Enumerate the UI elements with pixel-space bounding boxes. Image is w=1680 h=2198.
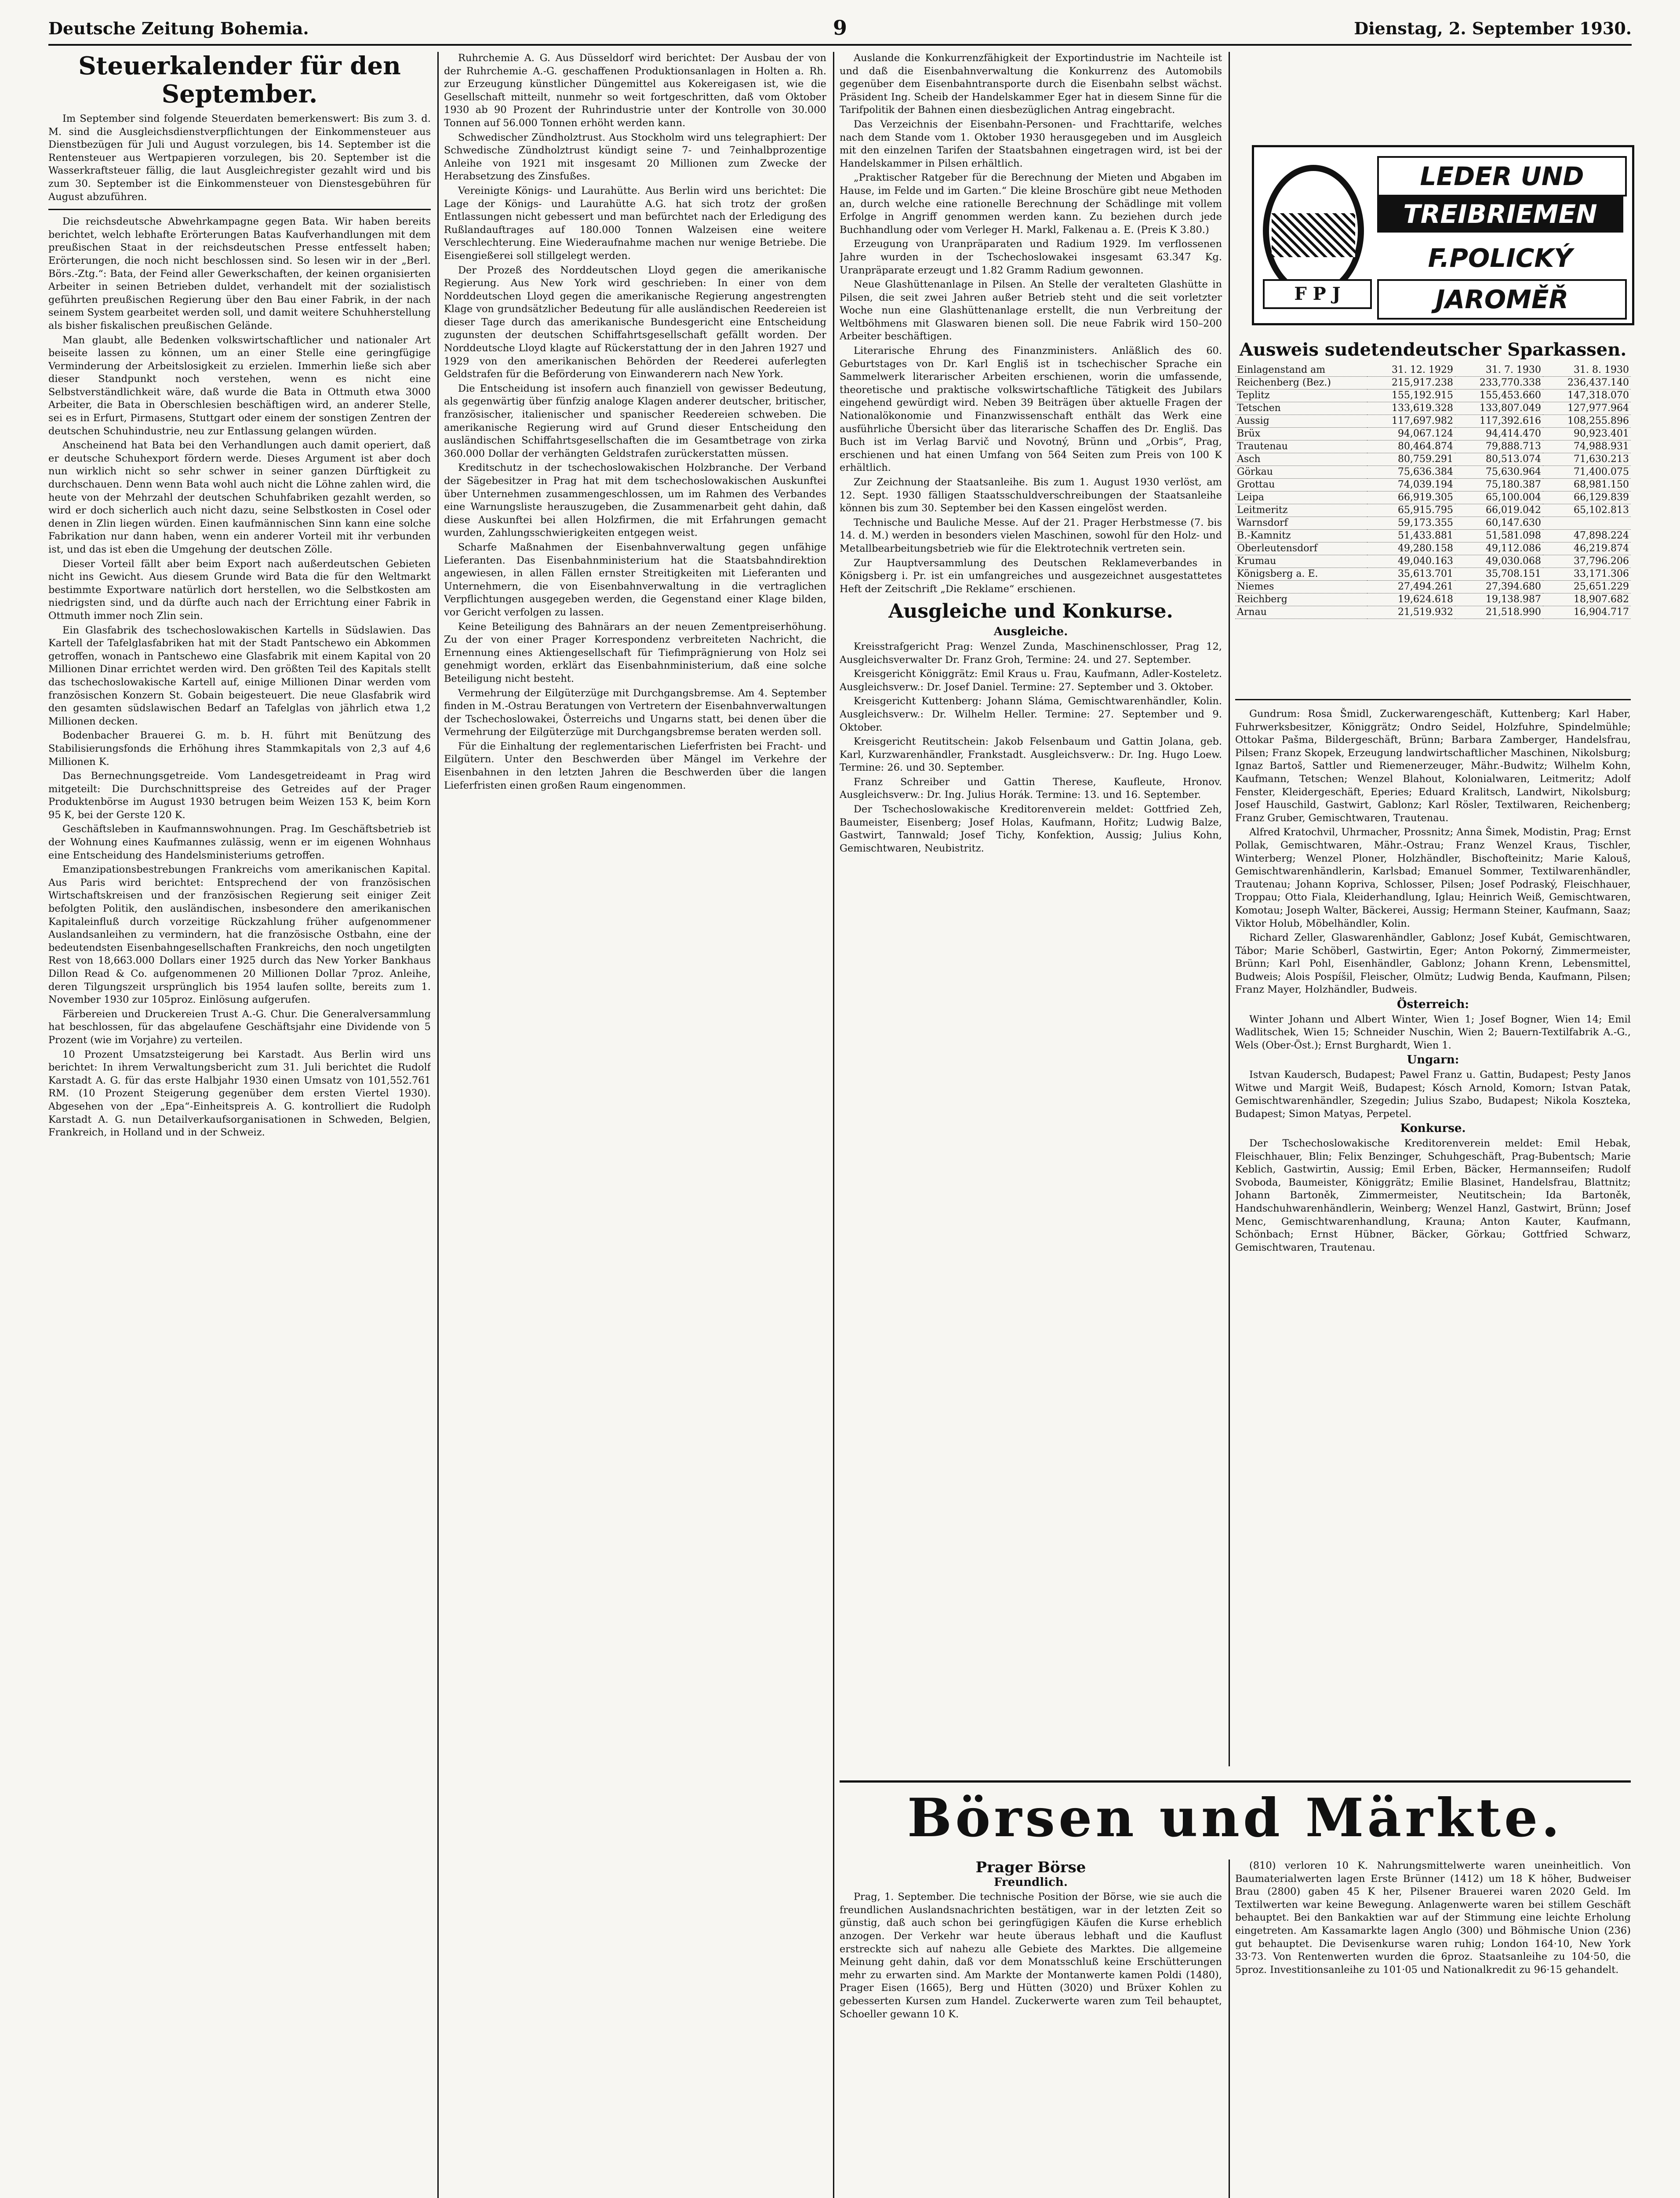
article-paragraph: Istvan Kaudersch, Budapest; Pawel Franz u. Gattin, Budapest; Pesty Janos Witwe und Margit Weiß, Budapest; Kósch Arnold, Komorn; Istvan Patak, Gemischtwarenhändler, Szegedin; Julius Szabo, Budapest; Nikola Koszteka, Budapest; Simon Matyas, Perpetel. xyxy=(1235,1069,1631,1120)
savings-amount: 16,904.717 xyxy=(1543,606,1631,619)
article-paragraph: Der Tschechoslowakische Kreditorenverein meldet: Emil Hebak, Fleischhauer, Blin; Felix Benzinger, Schuhgeschäft, Prag-Bubentsch; Marie Keblich, Gastwirtin, Aussig; Emil Erben, Bäcker, Hermannseifen; Rudolf Svoboda, Baumeister, Königgrätz; Emilie Blasinet, Handelsfrau, Blattnitz; Johann Bartoněk, Zimmermeister, Neutitschein; Ida Bartoněk, Handschuhwarenhändlerin, Weinberg; Wenzel Hanzl, Gastwirt, Brünn; Josef Menc, Gemischtwarenhandlung, Krauna; Anton Kauter, Kaufmann, Schönbach; Ernst Hübner, Bäcker, Görkau; Gottfried Schwarz, Gemischtwaren, Trautenau. xyxy=(1235,1138,1631,1253)
article-paragraph: Emanzipationsbestrebungen Frankreichs vom amerikanischen Kapital. Aus Paris wird berichtet: Entsprechend der von französischen Wirtschaftskreisen und der französischen Regierung seit einiger Zeit befolgten Politik, den ausländischen, insbesondere den amerikanischen Kapitaleinfluß durch vorzeitige Rückzahlung früher aufgenommener Auslandsanleihen zu vermindern, hat die französische Ostbahn, eine der bedeutendsten Eisenbahngesellschaften Frankreichs, den noch ungetilgten Rest von 18,663.000 Dollars einer 1925 durch das New Yorker Bankhaus Dillon Read & Co. aufgenommenen 20 Millionen Dollar 7proz. Anleihe, deren Tilgungszeit ursprünglich bis 1954 laufen sollte, bereits zum 1. November 1930 zur 105proz. Einlösung aufgerufen. xyxy=(48,864,431,1006)
savings-amount: 66,019.042 xyxy=(1455,504,1543,517)
savings-bank-name: Königsberg a. E. xyxy=(1235,568,1367,581)
savings-amount: 133,807.049 xyxy=(1455,402,1543,415)
savings-bank-name: B.-Kamnitz xyxy=(1235,530,1367,542)
savings-bank-name: Krumau xyxy=(1235,555,1367,568)
savings-amount: 21,518.990 xyxy=(1455,606,1543,619)
savings-amount xyxy=(1543,517,1631,530)
article-paragraph: Bodenbacher Brauerei G. m. b. H. führt mit Benützung des Stabilisierungsfonds die Erhöhung ihres Stammkapitals von 2,3 auf 4,6 Millionen K. xyxy=(48,730,431,768)
article-paragraph: Richard Zeller, Glaswarenhändler, Gablonz; Josef Kubát, Gemischtwaren, Tábor; Marie Schöberl, Gastwirtin, Eger; Anton Pokorný, Zimmermeister, Brünn; Karl Pohl, Eisenhändler, Gablonz; Johann Krenn, Lebensmittel, Budweis; Alois Pospíšil, Fleischer, Olmütz; Ludwig Benda, Kaufmann, Pilsen; Franz Mayer, Holzhändler, Budweis. xyxy=(1235,932,1631,996)
section-rule xyxy=(1235,699,1631,700)
savings-amount: 74,039.194 xyxy=(1367,479,1455,491)
savings-bank-name: Arnau xyxy=(1235,606,1367,619)
savings-bank-name: Brüx xyxy=(1235,428,1367,440)
article-paragraph: Technische und Bauliche Messe. Auf der 21. Prager Herbstmesse (7. bis 14. d. M.) werden in besonders vielen Maschinen, sowohl für den Holz- und Metallbearbeitungsbetrieb wie für die Elektrotechnik vertreten sein. xyxy=(840,517,1222,554)
savings-amount: 66,129.839 xyxy=(1543,491,1631,504)
savings-amount: 71,400.075 xyxy=(1543,466,1631,479)
savings-table-body xyxy=(1235,377,1631,619)
savings-bank-name: Warnsdorf xyxy=(1235,517,1367,530)
savings-amount: 94,414.470 xyxy=(1455,428,1543,440)
article-paragraph: Literarische Ehrung des Finanzministers. Anläßlich des 60. Geburtstages von Dr. Karl Engliš ist in tschechischer Sprache ein Sammelwerk literarischer Arbeiten erschienen, worin die umfassende, theoretische und praktische volkswirtschaftliche Tätigkeit des Jubilars eingehend gewürdigt wird. Neben 39 Beiträgen über aktuelle Fragen der Nationalökonomie und Finanzwissenschaft enthält das Werk eine ausführliche Übersicht über das literarische Schaffen des Dr. Engliš. Das Buch ist im Verlag Barvič und Novotný, Brünn und „Orbis“, Prag, erschienen und hat einen Umfang von 564 Seiten zum Preis von 100 K erhältlich. xyxy=(840,345,1222,474)
savings-amount: 51,433.881 xyxy=(1367,530,1455,542)
ad-line: TREIBRIEMEN xyxy=(1377,196,1623,233)
issue-date: Dienstag, 2. September 1930. xyxy=(1354,18,1632,38)
savings-bank-name: Leipa xyxy=(1235,491,1367,504)
belt-pattern-icon xyxy=(1272,213,1355,257)
table-row xyxy=(1235,440,1631,453)
savings-amount: 75,180.387 xyxy=(1455,479,1543,491)
article-paragraph: Keine Beteiligung des Bahnärars an der neuen Zementpreiserhöhung. Zu der von einer Prager Korrespondenz verbreiteten Nachricht, die Ernennung eines Aktiengesellschaft für Tiefimprägnierung von Holz sei genehmigt worden, erklärt das Eisenbahnministerium, daß eine solche Beteiligung nicht besteht. xyxy=(444,621,826,684)
savings-amount: 65,100.004 xyxy=(1455,491,1543,504)
table-row xyxy=(1235,568,1631,581)
savings-amount: 74,988.931 xyxy=(1543,440,1631,453)
savings-amount: 75,636.384 xyxy=(1367,466,1455,479)
column-4 xyxy=(1235,708,1631,1772)
table-row xyxy=(1235,491,1631,504)
table-row xyxy=(1235,402,1631,415)
savings-amount: 236,437.140 xyxy=(1543,377,1631,389)
savings-amount: 49,030.068 xyxy=(1455,555,1543,568)
article-paragraph: Färbereien und Druckereien Trust A.-G. Chur. Die Generalversammlung hat beschlossen, für das abgelaufene Geschäftsjahr eine Dividende von 5 Prozent (wie im Vorjahre) zu verteilen. xyxy=(48,1008,431,1046)
savings-amount: 21,519.932 xyxy=(1367,606,1455,619)
market-mood: Freundlich. xyxy=(994,1875,1068,1889)
savings-amount: 80,759.291 xyxy=(1367,453,1455,466)
boerse-column-b xyxy=(1235,1860,1631,2198)
savings-section xyxy=(1235,334,1631,695)
savings-bank-name: Tetschen xyxy=(1235,402,1367,415)
article-paragraph: Neue Glashüttenanlage in Pilsen. An Stelle der veralteten Glashütte in Pilsen, die seit zwei Jahren außer Betrieb steht und die seit vorletzter Woche nun eine Glashüttenanlage erstellt, die nun Verbreitung der Weltböhmens mit Glaswaren bienen soll. Die neue Fabrik wird 150–200 Arbeiter beschäftigen. xyxy=(840,279,1222,342)
list-item: Franz Schreiber und Gattin Therese, Kaufleute, Hronov. Ausgleichsverw.: Dr. Ing. Julius Horák. Termine: 13. und 16. September. xyxy=(840,776,1222,801)
section-rule xyxy=(48,209,431,210)
boerse-title: Börsen und Märkte. xyxy=(907,1787,1564,1849)
savings-amount: 80,513.074 xyxy=(1455,453,1543,466)
column-rule xyxy=(833,52,834,2198)
list-item: Kreisgericht Reutitschein: Jakob Felsenbaum und Gattin Jolana, geb. Karl, Kurzwarenhändler, Frankstadt. Ausgleichsverw.: Dr. Ing. Hugo Loew. Termine: 26. und 30. September. xyxy=(840,736,1222,774)
table-row xyxy=(1235,377,1631,389)
article-paragraph: Die reichsdeutsche Abwehrkampagne gegen Bata. Wir haben bereits berichtet, welch lebhafte Erörterungen Batas Kaufverhandlungen mit dem preußischen Staat in der reichsdeutschen Presse entfesselt haben; Erörterungen, die noch nicht beschlossen sind. So lesen wir in der „Berl. Börs.-Ztg.“: Bata, der Feind aller Gewerkschaften, der keinen organisierten Arbeiter in seinen Betrieben duldet, verhandelt mit der sozialistisch geführten preußischen Regierung über den Bau einer Fabrik, in der nach seinem System gearbeitet werden soll, und damit weitere Schuhherstellung als bisher fiskalischen preußischen Gelände. xyxy=(48,216,431,331)
newspaper-name: Deutsche Zeitung Bohemia. xyxy=(48,18,309,38)
ad-monogram: F P J xyxy=(1263,279,1372,309)
savings-amount: 49,040.163 xyxy=(1367,555,1455,568)
leather-belt-advertisement xyxy=(1252,145,1634,325)
savings-bank-name: Grottau xyxy=(1235,479,1367,491)
article-paragraph: Ein Glasfabrik des tschechoslowakischen Kartells in Südslawien. Das Kartell der Tafelglasfabriken hat mit der Stadt Pantschewo ein Abkommen getroffen, wonach in Pantschewo eine Glasfabrik mit einem Kapital von 20 Millionen Dinar errichtet werden wird. Den größten Teil des Kapitals stellt das tschechoslowakische Kartell auf, einige Millionen Dinar werden vom französischen Konzern St. Gobain beigesteuert. Die neue Glasfabrik wird den gesamten südslawischen Bedarf an Tafelglas von jährlich etwa 1,2 Millionen decken. xyxy=(48,624,431,727)
article-paragraph: Winter Johann und Albert Winter, Wien 1; Josef Bogner, Wien 14; Emil Wadlitschek, Wien 15; Schneider Nuschin, Wien 2; Bauern-Textilfabrik A.-G., Wels (Ober-Öst.); Ernst Burghardt, Wien 1. xyxy=(1235,1013,1631,1051)
list-item: Der Tschechoslowakische Kreditorenverein meldet: Gottfried Zeh, Baumeister, Eisenberg; Josef Holas, Kaufmann, Hořitz; Ludwig Balze, Gastwirt, Tannwald; Josef Tichy, Konfektion, Aussig; Julius Kohn, Gemischtwaren, Neubistritz. xyxy=(840,804,1222,854)
savings-amount: 155,192.915 xyxy=(1367,389,1455,402)
table-row xyxy=(1235,415,1631,428)
savings-amount: 108,255.896 xyxy=(1543,415,1631,428)
savings-bank-name: Asch xyxy=(1235,453,1367,466)
savings-amount: 65,915.795 xyxy=(1367,504,1455,517)
savings-amount: 94,067.124 xyxy=(1367,428,1455,440)
savings-bank-name: Leitmeritz xyxy=(1235,504,1367,517)
article-paragraph: Das Bernechnungsgetreide. Vom Landesgetreideamt in Prag wird mitgeteilt: Die Durchschnittspreise des Getreides auf der Prager Produktenbörse im August 1930 betrugen beim Weizen 153 K, beim Korn 95 K, bei der Gerste 120 K. xyxy=(48,770,431,821)
savings-bank-name: Trautenau xyxy=(1235,440,1367,453)
savings-amount: 33,171.306 xyxy=(1543,568,1631,581)
article-paragraph: Die Entscheidung ist insofern auch finanziell von gewisser Bedeutung, als gegenwärtig über fünfzig analoge Klagen anderer deutscher, britischer, französischer, italienischer und spanischer Reedereien schweben. Die amerikanische Regierung wird auf Grund dieser Entscheidung den ausländischen Schiffahrtsgesellschaften die im Gesamtbetrage von zirka 360.000 Dollar der verhängten Geldstrafen zurückerstatten müssen. xyxy=(444,382,826,459)
list-item: Kreisgericht Königgrätz: Emil Kraus u. Frau, Kaufmann, Adler-Kosteletz. Ausgleichsverw.: Dr. Josef Daniel. Termine: 27. September und 3. Oktober. xyxy=(840,668,1222,693)
table-row xyxy=(1235,453,1631,466)
savings-amount: 133,619.328 xyxy=(1367,402,1455,415)
savings-amount: 25,651.229 xyxy=(1543,581,1631,593)
savings-amount: 47,898.224 xyxy=(1543,530,1631,542)
savings-amount: 79,888.713 xyxy=(1455,440,1543,453)
article-paragraph: Alfred Kratochvil, Uhrmacher, Prossnitz; Anna Šimek, Modistin, Prag; Ernst Pollak, Gemischtwaren, Mähr.-Ostrau; Franz Wenzel Kraus, Tischler, Winterberg; Wenzel Ploner, Holzhändler, Bischofteinitz; Marie Kalouš, Gemischtwarenhändlerin, Karlsbad; Emanuel Sommer, Textilwarenhändler, Trautenau; Johann Kopriva, Schlosser, Pilsen; Josef Podraský, Fleischhauer, Troppau; Otto Fiala, Kleiderhandlung, Iglau; Heinrich Weiß, Gemischtwaren, Komotau; Joseph Walter, Bäckerei, Aussig; Hermann Steiner, Kaufmann, Saaz; Viktor Holub, Möbelhändler, Kolin. xyxy=(1235,826,1631,929)
tax-calendar-title: Steuerkalender für den September. xyxy=(78,52,401,109)
savings-amount: 49,280.158 xyxy=(1367,542,1455,555)
savings-amount: 117,697.982 xyxy=(1367,415,1455,428)
section-rule xyxy=(840,1780,1631,1783)
article-paragraph: Erzeugung von Uranpräparaten und Radium 1929. Im verflossenen Jahre wurden in der Tschechoslowakei insgesamt 63.347 Kg. Uranpräparate erzeugt und 1.82 Gramm Radium gewonnen. xyxy=(840,238,1222,276)
savings-bank-name: Niemes xyxy=(1235,581,1367,593)
article-paragraph: Scharfe Maßnahmen der Eisenbahnverwaltung gegen unfähige Lieferanten. Das Eisenbahnministerium hat die Staatsbahndirektion angewiesen, in allen Fällen ernster Streitigkeiten mit Lieferanten und Unternehmern, die von Eisenbahnverwaltung in die vertraglichen Verpflichtungen ausgegeben werden, die Gegenstand einer Klage bilden, vor Gericht verfolgen zu lassen. xyxy=(444,541,826,618)
article-paragraph: Ruhrchemie A. G. Aus Düsseldorf wird berichtet: Der Ausbau der von der Ruhrchemie A.-G. geschaffenen Produktionsanlagen in Holten a. Rh. zur Erzeugung künstlicher Düngemittel aus Kokereigasen ist, wie die Gesellschaft mitteilt, nunmehr so weit fortgeschritten, daß vom Oktober 1930 ab 90 Prozent der Ruhrindustrie unter der Kontrolle von 30.000 Tonnen auf 56.000 Tonnen erhöht werden kann. xyxy=(444,52,826,129)
article-paragraph: Der Prozeß des Norddeutschen Lloyd gegen die amerikanische Regierung. Aus New York wird geschrieben: In einer von dem Norddeutschen Lloyd gegen die amerikanische Regierung angestrengten Klage von grundsätzlicher Bedeutung für alle ausländischen Reedereien ist dieser Tage durch das amerikanische Bundesgericht eine Entscheidung zugunsten der deutschen Schiffahrtsgesellschaft gefällt worden. Der Norddeutsche Lloyd klagte auf Rückerstattung der in den Jahren 1927 und 1929 von den amerikanischen Behörden der Reederei auferlegten Geldstrafen für die Beförderung von Einwanderern nach New York. xyxy=(444,264,826,380)
savings-amount: 27,394.680 xyxy=(1455,581,1543,593)
article-paragraph: Gundrum: Rosa Šmidl, Zuckerwarengeschäft, Kuttenberg; Karl Haber, Fuhrwerksbesitzer, Königgrätz; Ondro Seidel, Holzfuhre, Spindelmühle; Ottokar Pašma, Bildergeschäft, Brünn; Barbara Zamberger, Handelsfrau, Pilsen; Franz Skopek, Erzeugung landwirtschaftlicher Maschinen, Nikolsburg; Ignaz Bartoš, Sattler und Riemenerzeuger, Mähr.-Budwitz; Wilhelm Kohn, Kaufmann, Tetschen; Wenzel Blahout, Kolonialwaren, Leitmeritz; Adolf Fenster, Kleidergeschäft, Eperies; Eduard Kralitsch, Landwirt, Nikolsburg; Josef Hauschild, Gastwirt, Gablonz; Karl Rösler, Textilwaren, Reichenberg; Franz Gruber, Gemischtwaren, Trautenau. xyxy=(1235,708,1631,824)
savings-bank-name: Teplitz xyxy=(1235,389,1367,402)
article-paragraph: Geschäftsleben in Kaufmannswohnungen. Prag. Im Geschäftsbetrieb ist der Wohnung eines Kaufmannes zulässig, wenn er im eigenen Wohnhaus eine Entscheidung des Handelsministeriums getroffen. xyxy=(48,823,431,861)
column-rule xyxy=(1229,1860,1230,2198)
savings-amount: 35,613.701 xyxy=(1367,568,1455,581)
savings-amount: 65,102.813 xyxy=(1543,504,1631,517)
table-header: 31. 7. 1930 xyxy=(1455,364,1543,377)
hungary-heading: Ungarn: xyxy=(1407,1053,1459,1067)
article-paragraph: Vermehrung der Eilgüterzüge mit Durchgangsbremse. Am 4. September finden in M.-Ostrau Beratungen von Vertretern der Eisenbahnverwaltungen der Tschechoslowakei, Österreichs und Ungarns statt, bei denen über die Vermehrung der Eilgüterzüge mit Durchgangsbremse beraten werden soll. xyxy=(444,687,826,738)
article-paragraph: Dieser Vorteil fällt aber beim Export nach außerdeutschen Gebieten nicht ins Gewicht. Aus diesem Grunde wird Bata die für den Weltmarkt bestimmte Exportware natürlich dort herstellen, wo die Selbstkosten am niedrigsten sind, und da dürfte auch nach der Errichtung einer Fabrik in Ottmuth immer noch Zlin sein. xyxy=(48,558,431,622)
savings-title: Ausweis sudetendeutscher Sparkassen. xyxy=(1239,339,1627,360)
savings-amount: 18,907.682 xyxy=(1543,593,1631,606)
savings-bank-name: Aussig xyxy=(1235,415,1367,428)
savings-amount: 59,173.355 xyxy=(1367,517,1455,530)
table-row xyxy=(1235,466,1631,479)
savings-amount: 215,917.238 xyxy=(1367,377,1455,389)
savings-amount: 19,138.987 xyxy=(1455,593,1543,606)
savings-amount: 233,770.338 xyxy=(1455,377,1543,389)
savings-amount: 49,112.086 xyxy=(1455,542,1543,555)
savings-amount: 68,981.150 xyxy=(1543,479,1631,491)
savings-table xyxy=(1235,364,1631,619)
table-row xyxy=(1235,542,1631,555)
savings-bank-name: Görkau xyxy=(1235,466,1367,479)
savings-amount: 60,147.630 xyxy=(1455,517,1543,530)
table-row xyxy=(1235,555,1631,568)
ad-line: F.POLICKÝ xyxy=(1428,243,1573,273)
savings-amount: 51,581.098 xyxy=(1455,530,1543,542)
page-number: 9 xyxy=(833,16,847,40)
table-header-row xyxy=(1235,364,1631,377)
savings-amount: 117,392.616 xyxy=(1455,415,1543,428)
savings-amount: 35,708.151 xyxy=(1455,568,1543,581)
article-paragraph: Schwedischer Zündholztrust. Aus Stockholm wird uns telegraphiert: Der Schwedische Zündholztrust kündigt seine 7- und 7einhalbprozentige Anleihe von 1921 mit insgesamt 20 Millionen zum Zwecke der Herabsetzung des Zinsfußes. xyxy=(444,131,826,182)
table-row xyxy=(1235,593,1631,606)
table-row xyxy=(1235,479,1631,491)
table-header: 31. 12. 1929 xyxy=(1367,364,1455,377)
savings-amount: 71,630.213 xyxy=(1543,453,1631,466)
article-paragraph: Auslande die Konkurrenzfähigkeit der Exportindustrie im Nachteile ist und daß die Eisenbahnverwaltung die Konkurrenz des Automobils gegenüber dem Eisenbahntransporte durch die Eisenbahn selbst wächst. Präsident Ing. Scheib der Handelskammer Eger hat in diesem Sinne für die Tarifpolitik der Bahnen einen diesbezüglichen Antrag eingebracht. xyxy=(840,52,1222,116)
article-paragraph: Zur Zeichnung der Staatsanleihe. Bis zum 1. August 1930 verlöst, am 12. Sept. 1930 fälligen Staatsschuldverschreibungen der Staatsanleihe können bis zum 30. September bei den Kassen eingelöst werden. xyxy=(840,477,1222,514)
austria-heading: Österreich: xyxy=(1397,998,1469,1012)
article-paragraph: Prag, 1. September. Die technische Position der Börse, wie sie auch die freundlichen Auslandsnachrichten bestätigen, war in der letzten Zeit so günstig, daß auch schon bei geringfügigen Käufen die Kurse erheblich anzogen. Der Verkehr war heute überaus lebhaft und die Kauflust erstreckte sich auf nahezu alle Gebiete des Marktes. Die allgemeine Meinung geht dahin, daß vor dem Monatsschluß keine Erschütterungen mehr zu erwarten sind. Am Markte der Montanwerte kamen Poldi (1480), Prager Eisen (1665), Berg und Hütten (3020) und Brüxer Kohlen zu gebesserten Kursen zum Handel. Zuckerwerte waren zum Teil behauptet, Schoeller gewann 10 K. xyxy=(840,1891,1222,2020)
savings-amount: 147,318.070 xyxy=(1543,389,1631,402)
table-header: Einlagenstand am xyxy=(1235,364,1367,377)
savings-amount: 46,219.874 xyxy=(1543,542,1631,555)
article-paragraph: „Praktischer Ratgeber für die Berechnung der Mieten und Abgaben im Hause, im Felde und im Garten.“ Die kleine Broschüre gibt neue Methoden an, durch welche eine rationelle Berechnung der Schädlinge mit vollem Erfolge in Angriff genommen werden kann. Zu beziehen durch jede Buchhandlung oder vom Verleger H. Markl, Falkenau a. E. (Preis K 3.80.) xyxy=(840,172,1222,236)
page-header xyxy=(48,16,1632,46)
ad-line: LEDER UND xyxy=(1377,156,1627,197)
list-item: Kreisgericht Kuttenberg: Johann Sláma, Gemischtwarenhändler, Kolin. Ausgleichsverw.: Dr. Wilhelm Heller. Termine: 27. September und 9. Oktober. xyxy=(840,695,1222,733)
table-row xyxy=(1235,517,1631,530)
savings-amount: 90,923.401 xyxy=(1543,428,1631,440)
article-paragraph: 10 Prozent Umsatzsteigerung bei Karstadt. Aus Berlin wird uns berichtet: In ihrem Verwaltungsbericht zum 31. Juli berichtet die Rudolf Karstadt A. G. für das erste Halbjahr 1930 einen Umsatz von 101,552.761 RM. (10 Prozent Steigerung gegenüber dem ersten Viertel 1930). Abgesehen von der „Epa“-Einheitspreis A. G. kontrolliert die Rudolph Karstadt A. G. nun Detailverkaufsorganisationen in Schweden, Belgien, Frankreich, in Holland und in der Schweiz. xyxy=(48,1048,431,1139)
article-paragraph: Das Verzeichnis der Eisenbahn-Personen- und Frachttarife, welches nach dem Stande vom 1. Oktober 1930 herausgegeben und im Ausgleich mit den einzelnen Tarifen der Staatsbahnen eingetragen wird, ist bei der Handelskammer in Pilsen erhältlich. xyxy=(840,118,1222,169)
konkurse-heading: Konkurse. xyxy=(1400,1122,1466,1135)
article-paragraph: Zur Hauptversammlung des Deutschen Reklameverbandes in Königsberg i. Pr. ist ein umfangreiches und ausgezeichnet ausgestattetes Heft der Zeitschrift „Die Reklame“ erschienen. xyxy=(840,557,1222,595)
article-paragraph: Man glaubt, alle Bedenken volkswirtschaftlicher und nationaler Art beiseite lassen zu können, um an einer Stelle eine geringfügige Verminderung der Arbeitslosigkeit zu erzielen. Immerhin ließe sich aber dieser Standpunkt noch verstehen, wenn es nicht eine Selbstverständlichkeit wäre, daß wurde die Bata in Ottmuth etwa 3000 Arbeiter, die Bata in Oberschlesien beschäftigen wird, an anderer Stelle, sei es in Erfurt, Pirmasens, Stuttgart oder einem der sonstigen Zentren der deutschen Schuhindustrie, neu zur Entlassung gelangen würden. xyxy=(48,334,431,437)
article-paragraph: Vereinigte Königs- und Laurahütte. Aus Berlin wird uns berichtet: Die Lage der Königs- und Laurahütte A.G. hat sich trotz der großen Entlassungen nicht gebessert und man befürchtet nach der Erledigung des Rußlandauftrages auf 180.000 Tonnen Walzeisen eine weitere Verschlechterung. Eine Wiederaufnahme machen nur wenige Betriebe. Die Eisengießerei soll stillgelegt werden. xyxy=(444,185,826,262)
article-paragraph: Für die Einhaltung der reglementarischen Lieferfristen bei Fracht- und Eilgütern. Unter den Beschwerden über Mängel im Verkehre der Eisenbahnen in den letzten Jahren die Beschwerden über die langen Lieferfristen einen großen Raum eingenommen. xyxy=(444,740,826,791)
savings-amount: 127,977.964 xyxy=(1543,402,1631,415)
ausgleiche-heading: Ausgleiche und Konkurse. xyxy=(888,600,1173,623)
column-3 xyxy=(840,52,1222,1766)
table-header: 31. 8. 1930 xyxy=(1543,364,1631,377)
column-2 xyxy=(444,52,826,2198)
boerse-column-a xyxy=(840,1860,1222,2198)
savings-amount: 75,630.964 xyxy=(1455,466,1543,479)
savings-amount: 37,796.206 xyxy=(1543,555,1631,568)
table-row xyxy=(1235,530,1631,542)
table-row xyxy=(1235,606,1631,619)
article-paragraph: (810) verloren 10 K. Nahrungsmittelwerte waren uneinheitlich. Von Baumaterialwerten lagen Erste Brünner (1412) um 18 K höher, Budweiser Brau (2800) gaben 45 K her, Pilsener Brauerei waren 2020 Geld. Im Textilwerten war keine Bewegung. Anlagenwerte waren bei stillem Geschäft behauptet. Bei den Bankaktien war auf der Stimmung eine leichte Erholung eingetreten. Am Kassamarkte lagen Anglo (300) und Böhmische Union (236) gut behauptet. Die Devisenkurse waren ruhig; London 164·10, New York 33·73. Von Rentenwerten wurden die 6proz. Staatsanleihe zu 104·50, die 5proz. Investitionsanleihe zu 101·05 und Nationalkredit zu 96·15 gehandelt. xyxy=(1235,1860,1631,1976)
table-row xyxy=(1235,389,1631,402)
article-paragraph: Im September sind folgende Steuerdaten bemerkenswert: Bis zum 3. d. M. sind die Ausgleichsdienstverpflichtungen der Einkommensteuer aus Dienstbezügen für Juli und August vorzulegen, bis 14. September ist die Rentensteuer aus Wertpapieren vorzulegen, bis 20. September ist die Wasserkraftsteuer fällig, die laut Ausgleichregister gezahlt wird und bis zum 30. September ist die Einkommensteuer von Dienstesgebühren für August abzuführen. xyxy=(48,113,431,203)
table-row xyxy=(1235,581,1631,593)
savings-amount: 80,464.874 xyxy=(1367,440,1455,453)
article-paragraph: Anscheinend hat Bata bei den Verhandlungen auch damit operiert, daß er deutsche Schuhexport fördern werde. Dieses Argument ist aber doch nun wirklich nicht so sehr schwer in seiner ganzen Dürftigkeit zu durchschauen. Denn wenn Bata wohl auch nicht die Löhne zahlen wird, die heute von der Mehrzahl der deutschen Schuhfabriken gezahlt werden, so wird er doch sicherlich auch nicht dazu, seine Selbstkosten in Cosel oder denen in Zlin liegen würden. Einen kaufmännischen Sinn kann eine solche Fabrikation nur dann haben, wenn ein anderer Vorteil mit ihr verbunden ist, und das ist eben die Umgehung der deutschen Zölle. xyxy=(48,440,431,555)
ad-line: JAROMĚŘ xyxy=(1377,279,1627,320)
savings-amount: 19,624.618 xyxy=(1367,593,1455,606)
savings-bank-name: Oberleutensdorf xyxy=(1235,542,1367,555)
prager-boerse-heading: Prager Börse xyxy=(975,1860,1086,1876)
savings-bank-name: Reichberg xyxy=(1235,593,1367,606)
savings-bank-name: Reichenberg (Bez.) xyxy=(1235,377,1367,389)
savings-amount: 27,494.261 xyxy=(1367,581,1455,593)
ausgleiche-subheading: Ausgleiche. xyxy=(993,625,1068,639)
article-paragraph: Kreditschutz in der tschechoslowakischen Holzbranche. Der Verband der Sägebesitzer in Prag hat mit dem tschechoslowakischen Auskunftei über Unternehmen zusammengeschlossen, um im Rahmen des Verbandes eine Warnungsliste herauszugeben, die Zusammenarbeit geht dahin, daß diese Auskunftei bei allen Holzfirmen, die mit Erfahrungen gemacht wurden, Zahlungsschwierigkeiten entgegen weist. xyxy=(444,462,826,539)
table-row xyxy=(1235,428,1631,440)
savings-amount: 155,453.660 xyxy=(1455,389,1543,402)
table-row xyxy=(1235,504,1631,517)
column-rule xyxy=(437,52,439,2198)
savings-amount: 66,919.305 xyxy=(1367,491,1455,504)
column-rule xyxy=(1229,52,1230,1766)
column-1 xyxy=(48,52,431,2198)
list-item: Kreisstrafgericht Prag: Wenzel Zunda, Maschinenschlosser, Prag 12, Ausgleichsverwalter Dr. Franz Groh, Termine: 24. und 27. September. xyxy=(840,640,1222,666)
